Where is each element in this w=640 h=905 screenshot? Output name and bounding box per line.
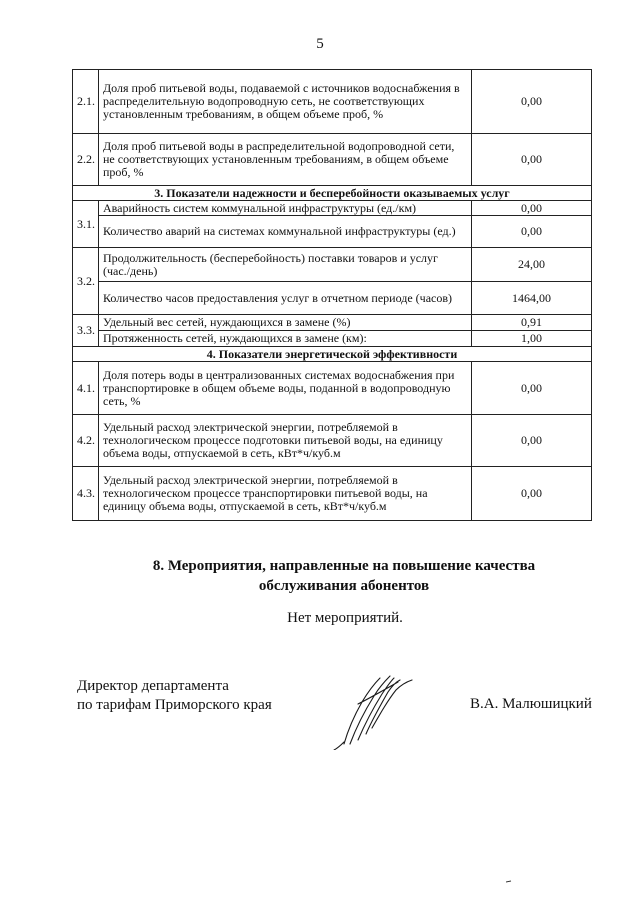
row-number: 4.3. bbox=[73, 467, 99, 521]
indicator-description: Протяженность сетей, нуждающихся в замене (км): bbox=[99, 331, 472, 347]
indicator-description: Удельный вес сетей, нуждающихся в замене (%) bbox=[99, 315, 472, 331]
indicator-value: 24,00 bbox=[472, 248, 592, 282]
section-8-heading bbox=[72, 556, 616, 596]
indicator-description: Количество часов предоставления услуг в отчетном периоде (часов) bbox=[99, 282, 472, 315]
row-number: 4.1. bbox=[73, 362, 99, 415]
indicator-description: Доля проб питьевой воды, подаваемой с источников водоснабжения в распределительную водопроводную сеть, не соответствующих установленным требованиям, в общем объеме проб, % bbox=[99, 70, 472, 134]
section-title: 3. Показатели надежности и бесперебойности оказываемых услуг bbox=[73, 186, 592, 201]
scan-mark bbox=[506, 880, 512, 883]
indicator-description: Продолжительность (бесперебойность) поставки товаров и услуг (час./день) bbox=[99, 248, 472, 282]
indicator-description: Удельный расход электрической энергии, потребляемой в технологическом процессе подготовки питьевой воды, на единицу объема воды, отпускаемой в сеть, кВт*ч/куб.м bbox=[99, 415, 472, 467]
signer-title bbox=[77, 677, 272, 715]
signer-title-line: по тарифам Приморского края bbox=[77, 697, 272, 713]
row-number: 2.2. bbox=[73, 134, 99, 186]
indicator-value: 0,00 bbox=[472, 362, 592, 415]
table-row bbox=[73, 467, 592, 521]
signer-title-line: Директор департамента bbox=[77, 678, 229, 694]
section-header bbox=[73, 347, 592, 362]
section-header bbox=[73, 186, 592, 201]
table-row bbox=[73, 248, 592, 282]
indicator-description: Аварийность систем коммунальной инфраструктуры (ед./км) bbox=[99, 201, 472, 216]
no-measures-text: Нет мероприятий. bbox=[287, 610, 403, 626]
indicator-value: 0,00 bbox=[472, 415, 592, 467]
indicator-value: 1,00 bbox=[472, 331, 592, 347]
handwritten-signature bbox=[328, 672, 418, 750]
table-row bbox=[73, 201, 592, 216]
row-number: 3.1. bbox=[73, 201, 99, 248]
indicator-description: Доля проб питьевой воды в распределительной водопроводной сети, не соответствующих установленным требованиям, в общем объеме проб, % bbox=[99, 134, 472, 186]
row-number: 2.1. bbox=[73, 70, 99, 134]
row-number: 3.2. bbox=[73, 248, 99, 315]
section-8-heading-line: обслуживания абонентов bbox=[258, 578, 430, 594]
table-row bbox=[73, 282, 592, 315]
indicator-value: 0,00 bbox=[472, 70, 592, 134]
indicator-value: 0,00 bbox=[472, 467, 592, 521]
table-row bbox=[73, 415, 592, 467]
table-row bbox=[73, 362, 592, 415]
indicators-table bbox=[72, 69, 592, 521]
signer-name: В.А. Малюшицкий bbox=[470, 696, 592, 712]
indicator-description: Количество аварий на системах коммунальной инфраструктуры (ед.) bbox=[99, 216, 472, 248]
indicator-value: 0,00 bbox=[472, 216, 592, 248]
table-row bbox=[73, 331, 592, 347]
table-row bbox=[73, 216, 592, 248]
row-number: 4.2. bbox=[73, 415, 99, 467]
row-number: 3.3. bbox=[73, 315, 99, 347]
table-row bbox=[73, 315, 592, 331]
section-8-heading-line: 8. Мероприятия, направленные на повышение качества bbox=[152, 558, 536, 574]
section-title: 4. Показатели энергетической эффективности bbox=[73, 347, 592, 362]
indicator-value: 0,00 bbox=[472, 134, 592, 186]
indicator-description: Доля потерь воды в централизованных системах водоснабжения при транспортировке в общем объеме воды, поданной в водопроводную сеть, % bbox=[99, 362, 472, 415]
indicator-value: 0,00 bbox=[472, 201, 592, 216]
page-number: 5 bbox=[316, 36, 324, 52]
table-row bbox=[73, 134, 592, 186]
indicator-description: Удельный расход электрической энергии, потребляемой в технологическом процессе транспортировки питьевой воды, на единицу объема воды, отпускаемой в сеть, кВт*ч/куб.м bbox=[99, 467, 472, 521]
indicator-value: 0,91 bbox=[472, 315, 592, 331]
table-row bbox=[73, 70, 592, 134]
indicator-value: 1464,00 bbox=[472, 282, 592, 315]
